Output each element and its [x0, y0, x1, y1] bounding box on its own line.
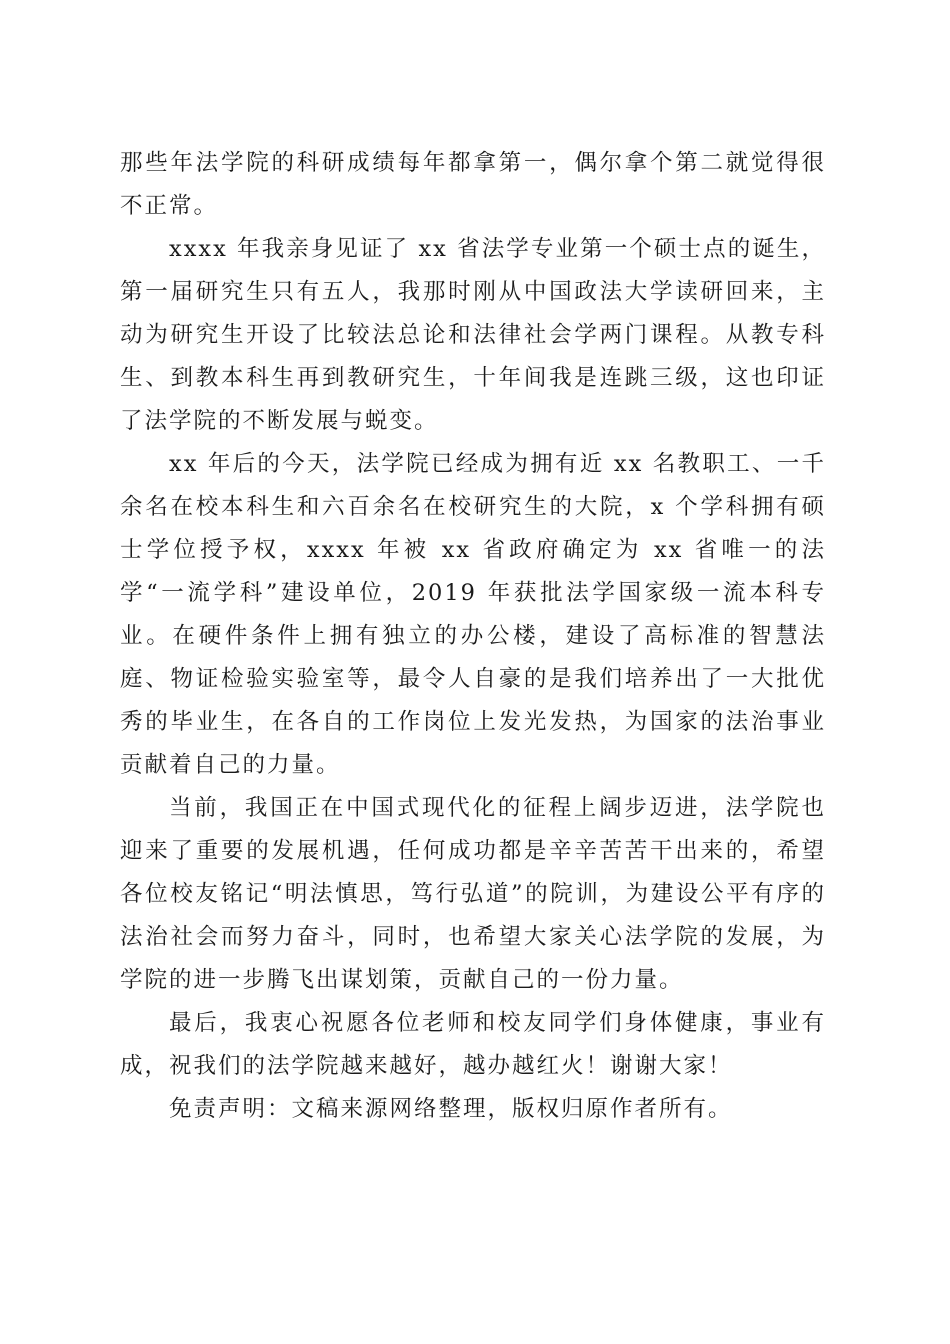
disclaimer: 免责声明：文稿来源网络整理，版权归原作者所有。 [169, 1096, 733, 1122]
paragraph-masters-program: xxxx 年我亲身见证了 xx 省法学专业第一个硕士点的诞生，第一届研究生只有五人，我那时刚从中国政法大学读研回来，主动为研究生开设了比较法总论和法律社会学两门课程。从教专科生、到教本科生再到教研究生，十年间我是连跳三级，这也印证了法学院的不断发展与蜕变。 [120, 236, 826, 434]
paragraph-closing-wishes: 最后，我衷心祝愿各位老师和校友同学们身体健康，事业有成，祝我们的法学院越来越好，越办越红火！谢谢大家！ [120, 1010, 826, 1079]
document-body [120, 142, 826, 1131]
paragraph-school-today: xx 年后的今天，法学院已经成为拥有近 xx 名教职工、一千余名在校本科生和六百余名在校研究生的大院，x 个学科拥有硕士学位授予权，xxxx 年被 xx 省政府确定为 xx 省唯一的法学“一流学科”建设单位，2019 年获批法学国家级一流本科专业。在硬件条件上拥有独立的办公楼，建设了高标准的智慧法庭、物证检验实验室等，最令人自豪的是我们培养出了一大批优秀的毕业生，在各自的工作岗位上发光发热，为国家的法治事业贡献着自己的力量。 [120, 451, 826, 778]
paragraph-continued: 那些年法学院的科研成绩每年都拿第一，偶尔拿个第二就觉得很不正常。 [120, 150, 826, 219]
paragraph-current-opportunity: 当前，我国正在中国式现代化的征程上阔步迈进，法学院也迎来了重要的发展机遇，任何成功都是辛辛苦苦干出来的，希望各位校友铭记“明法慎思，笃行弘道”的院训，为建设公平有序的法治社会而努力奋斗，同时，也希望大家关心法学院的发展，为学院的进一步腾飞出谋划策，贡献自己的一份力量。 [120, 795, 826, 993]
